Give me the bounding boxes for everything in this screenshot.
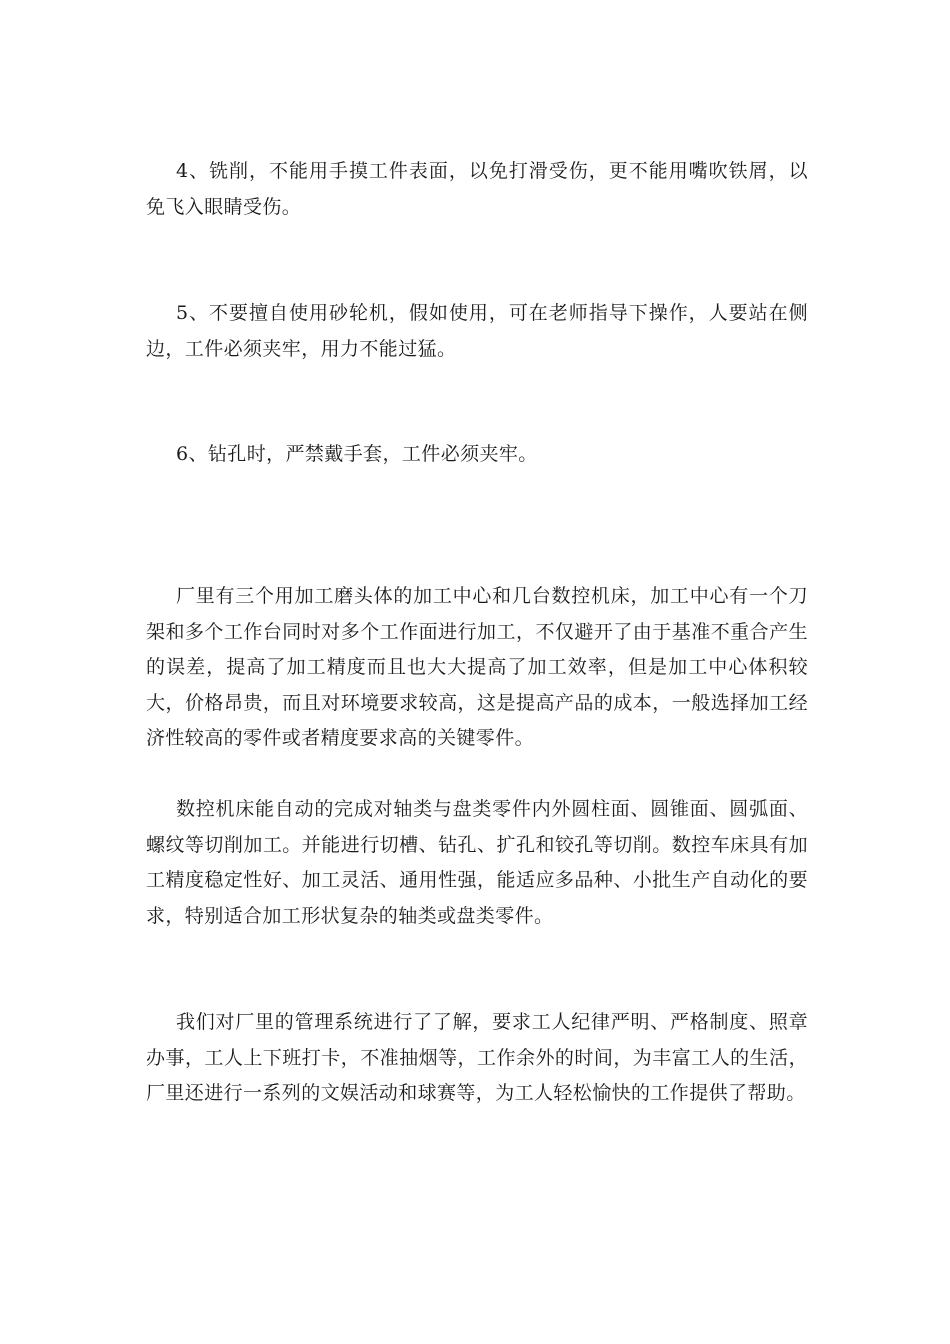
paragraph-cnc-lathe: 数控机床能自动的完成对轴类与盘类零件内外圆柱面、圆锥面、圆弧面、螺纹等切削加工。并能进行切槽、钻孔、扩孔和铰孔等切削。数控车床具有加工精度稳定性好、加工灵活、通用性强，能适应多品种、小批生产自动化的要求，特别适合加工形状复杂的轴类或盘类零件。: [146, 798, 808, 927]
paragraph-machining-center: 厂里有三个用加工磨头体的加工中心和几台数控机床，加工中心有一个刀架和多个工作台同时对多个工作面进行加工，不仅避开了由于基准不重合产生的误差，提高了加工精度而且也大大提高了加工效率，但是加工中心体积较大，价格昂贵，而且对环境要求较高，这是提高产品的成本，一般选择加工经济性较高的零件或者精度要求高的关键零件。: [146, 585, 808, 749]
paragraph-drilling-safety: 6、钻孔时，严禁戴手套，工件必须夹牢。: [176, 443, 538, 465]
paragraph-grinder-safety: 5、不要擅自使用砂轮机，假如使用，可在老师指导下操作，人要站在侧边，工件必须夹牢，用力不能过猛。: [146, 302, 808, 360]
paragraph-factory-management: 我们对厂里的管理系统进行了了解，要求工人纪律严明、严格制度、照章办事，工人上下班打卡，不准抽烟等，工作余外的时间，为丰富工人的生活，厂里还进行一系列的文娱活动和球赛等，为工人轻松愉快的工作提供了帮助。: [146, 1011, 808, 1104]
paragraph-milling-safety: 4、铣削，不能用手摸工件表面，以免打滑受伤，更不能用嘴吹铁屑，以免飞入眼睛受伤。: [146, 160, 808, 218]
